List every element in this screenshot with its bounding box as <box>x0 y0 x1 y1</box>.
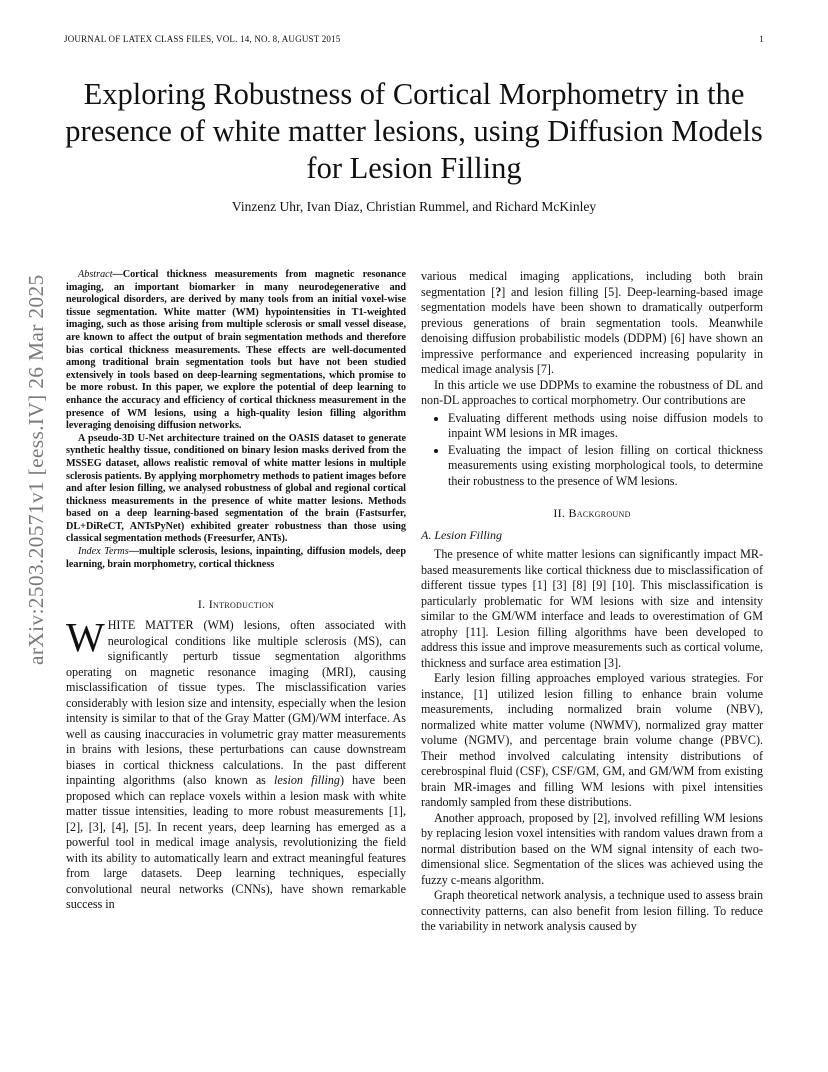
section-heading-background <box>421 506 763 522</box>
intro-continued-text-2: ] and lesion filling [5]. Deep-learning-based image segmentation models have been shown to dramatically outperform previous generations of brain segmentation tools. Meanwhile denoising diffusion probabilistic models (DDPM) [6] have shown an impressive performance and experienced increasing popularity in medical image analysis [7]. <box>421 284 763 376</box>
background-paragraph-2: Early lesion filling approaches employed various strategies. For instance, [1] utilized lesion filling to enhance brain volume measurements, including normalized brain volume (NBV), normalized white matter volume (NWMV), normalized gray matter volume (NGMV), and percentage brain volume change (PBVC). Their method involved calculating intensity distributions of cerebrospinal fluid (CSF), CSF/GM, GM, and GM/WM from existing brain MR-images and filling WM lesions with pixel intensities randomly sampled from these distributions. <box>421 671 763 809</box>
contribution-item: • Evaluating different methods using noise diffusion models to inpaint WM lesions in MR images. <box>448 411 763 442</box>
right-column <box>421 269 763 935</box>
intro-continued-text: various medical imaging applications, including both brain segmentation [ <box>421 269 763 299</box>
index-terms <box>66 546 406 571</box>
abstract-text-1: —Cortical thickness measurements from magnetic resonance imaging, an important biomarker in many neurodegenerative and neurological disorders, are derived by many tools from an initial voxel-wise tissue segmentation. White matter (WM) hypointensities in T1-weighted imaging, such as those arising from multiple sclerosis or small vessel disease, are known to affect the output of brain segmentation methods and therefore bias cortical thickness measurements. These effects are well-documented among traditional brain segmentation tools but have not been studied extensively in tools based on deep-learning segmentations, which promise to be more robust. In this paper, we explore the potential of deep learning to enhance the accuracy and efficiency of cortical thickness measurement in the presence of WM lesions, using a high-quality lesion filling algorithm leveraging denoising diffusion networks. <box>66 269 406 432</box>
section-number: II. <box>553 506 566 520</box>
missing-citation: ? <box>495 284 502 299</box>
index-terms-label: Index Terms <box>78 546 129 558</box>
arxiv-stamp: arXiv:2503.20571v1 [eess.IV] 26 Mar 2025 <box>24 274 48 665</box>
background-paragraph-3: Another approach, proposed by [2], involved refilling WM lesions by replacing lesion voxel intensities with random values drawn from a normal distribution based on the WM signal intensity of each two-dimensional slice. Segmentation of the slices was achieved using the fuzzy c-means algorithm. <box>421 810 763 887</box>
paper-title: Exploring Robustness of Cortical Morphometry in the presence of white matter lesions, using Diffusion Models for Lesion Filling <box>65 77 763 185</box>
journal-name: JOURNAL OF LATEX CLASS FILES, VOL. 14, NO. 8, AUGUST 2015 <box>64 34 341 44</box>
background-paragraph-1: The presence of white matter lesions can significantly impact MR-based measurements like cortical thickness due to misclassification of different tissue types [1] [3] [8] [9] [10]. This misclassification is particularly problematic for WM lesions with size and intensity similar to the GM/WM interface and leads to overestimation of GM atrophy [11]. Lesion filling algorithms have been developed to address this issue and improve measurements such as cortical volume, thickness and surface area estimation [3]. <box>421 547 763 670</box>
section-heading-introduction <box>66 597 406 612</box>
abstract-paragraph-2: A pseudo-3D U-Net architecture trained on the OASIS dataset to generate synthetic healthy tissue, conditioned on binary lesion masks derived from the MSSEG dataset, allows realistic removal of white matter lesions in multiple sclerosis patients. By applying morphometry methods to patient images before and after lesion filling, we analysed robustness of global and regional cortical thickness measurements in the presence of white matter lesions. Methods based on a deep learning-based segmentation of the brain (Fastsurfer, DL+DiReCT, ANTsPyNet) exhibited greater robustness than those using classical segmentation methods (Freesurfer, ANTs). <box>66 432 406 545</box>
intro-paragraph-1-continued <box>421 269 763 378</box>
contributions-list <box>421 411 763 490</box>
intro-emphasis: lesion filling <box>274 773 340 788</box>
background-paragraph-4: Graph theoretical network analysis, a technique used to assess brain connectivity patterns, can also benefit from lesion filling. To reduce the variability in network analysis caused by <box>421 888 763 933</box>
intro-text-lead: HITE MATTER (WM) lesions, often associated with neurological conditions like multiple sclerosis (MS), can significantly perturb tissue segmentation algorithms operating on magnetic resonance imaging (MRI), causing misclassification of tissue types. The misclassification varies considerably with lesion size and intensity, especially when the lesion intensity is similar to that of the Gray Matter (GM)/WM interface. As well as causing inaccuracies in volumetric gray matter measurements in brains with lesions, these perturbations can cause downstream biases in cortical thickness calculations. In the past different inpainting algorithms (also known as <box>66 618 406 788</box>
section-title: Background <box>568 506 631 520</box>
subsection-heading: A. Lesion Filling <box>421 527 502 542</box>
contribution-item: • Evaluating the impact of lesion filling on cortical thickness measurements using existing morphological tools, to determine their robustness to the presence of WM lesions. <box>448 443 763 490</box>
section-number: I. <box>197 597 206 612</box>
page-number: 1 <box>759 34 764 44</box>
left-column <box>66 269 406 913</box>
abstract <box>66 269 406 571</box>
author-list: Vinzenz Uhr, Ivan Diaz, Christian Rummel, and Richard McKinley <box>231 199 597 214</box>
running-header <box>64 34 764 44</box>
introduction-body <box>66 614 406 913</box>
intro-paragraph-1 <box>66 614 406 913</box>
section-title: Introduction <box>208 597 275 612</box>
index-terms-text: —multiple sclerosis, lesions, inpainting, diffusion models, deep learning, brain morphometry, cortical thickness <box>66 546 406 570</box>
drop-cap: W <box>66 614 105 661</box>
abstract-label: Abstract <box>78 269 113 280</box>
intro-paragraph-2: In this article we use DDPMs to examine the robustness of DL and non-DL approaches to cortical morphometry. Our contributions are <box>421 377 763 407</box>
intro-text-tail: ) have been proposed which can replace voxels within a lesion mask with white matter tissue intensities, leading to more robust measurements [1], [2], [3], [4], [5]. In recent years, deep learning has emerged as a powerful tool in medical image analysis, revolutionizing the field with its ability to automatically learn and extract meaningful features from large datasets. Deep learning techniques, especially convolutional neural networks (CNNs), have shown remarkable success in <box>66 773 406 912</box>
abstract-paragraph-1 <box>66 269 406 433</box>
